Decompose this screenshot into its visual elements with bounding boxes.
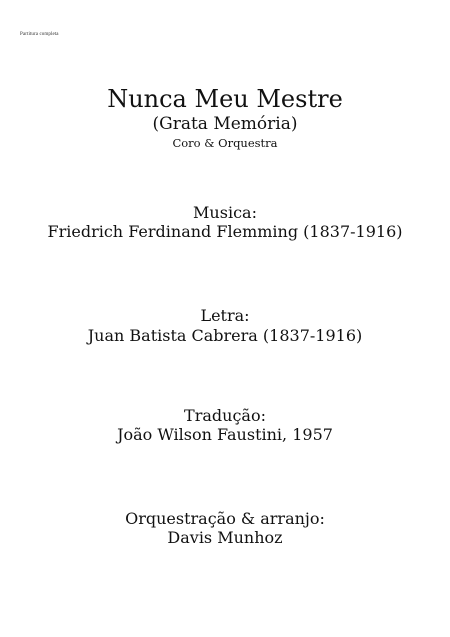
header-note: Partitura completa xyxy=(20,32,59,37)
instrumentation: Coro & Orquestra xyxy=(172,136,278,150)
music-credit-label: Musica: xyxy=(193,203,257,222)
page-subtitle: (Grata Memória) xyxy=(152,114,298,134)
arrangement-credit-value: Davis Munhoz xyxy=(167,528,283,547)
lyrics-credit-value: Juan Batista Cabrera (1837-1916) xyxy=(87,326,363,345)
arrangement-credit-label: Orquestração & arranjo: xyxy=(125,509,325,528)
translation-credit-value: João Wilson Faustini, 1957 xyxy=(117,425,333,444)
translation-credit-label: Tradução: xyxy=(184,406,266,425)
page-title: Nunca Meu Mestre xyxy=(107,85,343,113)
music-credit-value: Friedrich Ferdinand Flemming (1837-1916) xyxy=(47,222,403,241)
lyrics-credit-label: Letra: xyxy=(200,306,250,325)
